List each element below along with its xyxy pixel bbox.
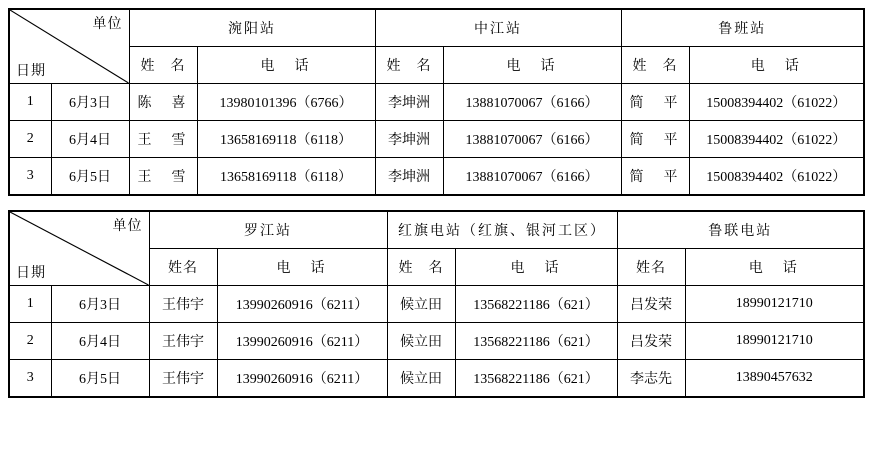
cell-phone-3: 13890457632 (685, 360, 864, 398)
subheader-name-3: 姓 名 (621, 47, 689, 84)
table-row (9, 360, 864, 398)
cell-name-3: 简 平 (621, 158, 689, 196)
row-date: 6月3日 (51, 286, 149, 323)
station-header-1: 涴阳站 (129, 9, 375, 47)
row-index: 1 (9, 84, 51, 121)
cell-name-1: 陈 喜 (129, 84, 197, 121)
cell-name-2: 候立田 (387, 323, 455, 360)
cell-phone-2: 13568221186（621） (455, 286, 617, 323)
header-date-label: 日期 (16, 64, 46, 79)
cell-name-1: 王 雪 (129, 121, 197, 158)
station-header-2: 红旗电站（红旗、银河工区） (387, 211, 617, 249)
subheader-phone-3: 电 话 (689, 47, 864, 84)
cell-name-3: 吕发荣 (617, 323, 685, 360)
cell-name-3: 吕发荣 (617, 286, 685, 323)
cell-phone-1: 13980101396（6766） (197, 84, 375, 121)
row-index: 3 (9, 360, 51, 398)
cell-name-3: 简 平 (621, 121, 689, 158)
table-header-row (9, 9, 864, 47)
cell-phone-2: 13881070067（6166） (443, 84, 621, 121)
subheader-phone-3: 电 话 (685, 249, 864, 286)
cell-phone-2: 13568221186（621） (455, 323, 617, 360)
subheader-name-1: 姓名 (149, 249, 217, 286)
row-date: 6月4日 (51, 323, 149, 360)
cell-phone-2: 13881070067（6166） (443, 121, 621, 158)
cell-name-1: 王伟宇 (149, 286, 217, 323)
cell-name-2: 候立田 (387, 360, 455, 398)
cell-name-1: 王 雪 (129, 158, 197, 196)
table-subheader-row (9, 47, 864, 84)
cell-phone-3: 15008394402（61022） (689, 121, 864, 158)
cell-name-3: 李志先 (617, 360, 685, 398)
cell-phone-3: 15008394402（61022） (689, 158, 864, 196)
header-date-label: 日期 (16, 266, 46, 281)
header-corner-cell (9, 9, 129, 84)
row-index: 1 (9, 286, 51, 323)
cell-phone-3: 15008394402（61022） (689, 84, 864, 121)
subheader-name-3: 姓名 (617, 249, 685, 286)
table-row (9, 323, 864, 360)
cell-name-2: 李坤洲 (375, 84, 443, 121)
table-row (9, 158, 864, 196)
row-index: 2 (9, 323, 51, 360)
header-unit-label: 单位 (112, 219, 143, 234)
subheader-name-1: 姓 名 (129, 47, 197, 84)
table-row (9, 84, 864, 121)
cell-name-1: 王伟宇 (149, 323, 217, 360)
cell-name-2: 候立田 (387, 286, 455, 323)
cell-phone-1: 13658169118（6118） (197, 158, 375, 196)
row-date: 6月5日 (51, 360, 149, 398)
cell-phone-3: 18990121710 (685, 286, 864, 323)
table-header-row (9, 211, 864, 249)
cell-phone-1: 13990260916（6211） (217, 323, 387, 360)
station-header-3: 鲁联电站 (617, 211, 864, 249)
header-corner-cell (9, 211, 149, 286)
row-date: 6月4日 (51, 121, 129, 158)
cell-phone-2: 13881070067（6166） (443, 158, 621, 196)
subheader-phone-2: 电 话 (455, 249, 617, 286)
cell-name-2: 李坤洲 (375, 158, 443, 196)
duty-roster-table-1 (8, 8, 865, 196)
cell-name-2: 李坤洲 (375, 121, 443, 158)
row-date: 6月3日 (51, 84, 129, 121)
duty-roster-table-2 (8, 210, 865, 398)
cell-phone-1: 13990260916（6211） (217, 286, 387, 323)
subheader-phone-1: 电 话 (217, 249, 387, 286)
station-header-2: 中江站 (375, 9, 621, 47)
header-unit-label: 单位 (92, 17, 123, 32)
cell-phone-2: 13568221186（621） (455, 360, 617, 398)
row-index: 2 (9, 121, 51, 158)
cell-phone-1: 13990260916（6211） (217, 360, 387, 398)
table-row (9, 121, 864, 158)
cell-phone-3: 18990121710 (685, 323, 864, 360)
subheader-name-2: 姓 名 (387, 249, 455, 286)
station-header-1: 罗江站 (149, 211, 387, 249)
table-row (9, 286, 864, 323)
cell-phone-1: 13658169118（6118） (197, 121, 375, 158)
subheader-phone-1: 电 话 (197, 47, 375, 84)
subheader-phone-2: 电 话 (443, 47, 621, 84)
cell-name-3: 简 平 (621, 84, 689, 121)
row-date: 6月5日 (51, 158, 129, 196)
cell-name-1: 王伟宇 (149, 360, 217, 398)
subheader-name-2: 姓 名 (375, 47, 443, 84)
station-header-3: 鲁班站 (621, 9, 864, 47)
row-index: 3 (9, 158, 51, 196)
